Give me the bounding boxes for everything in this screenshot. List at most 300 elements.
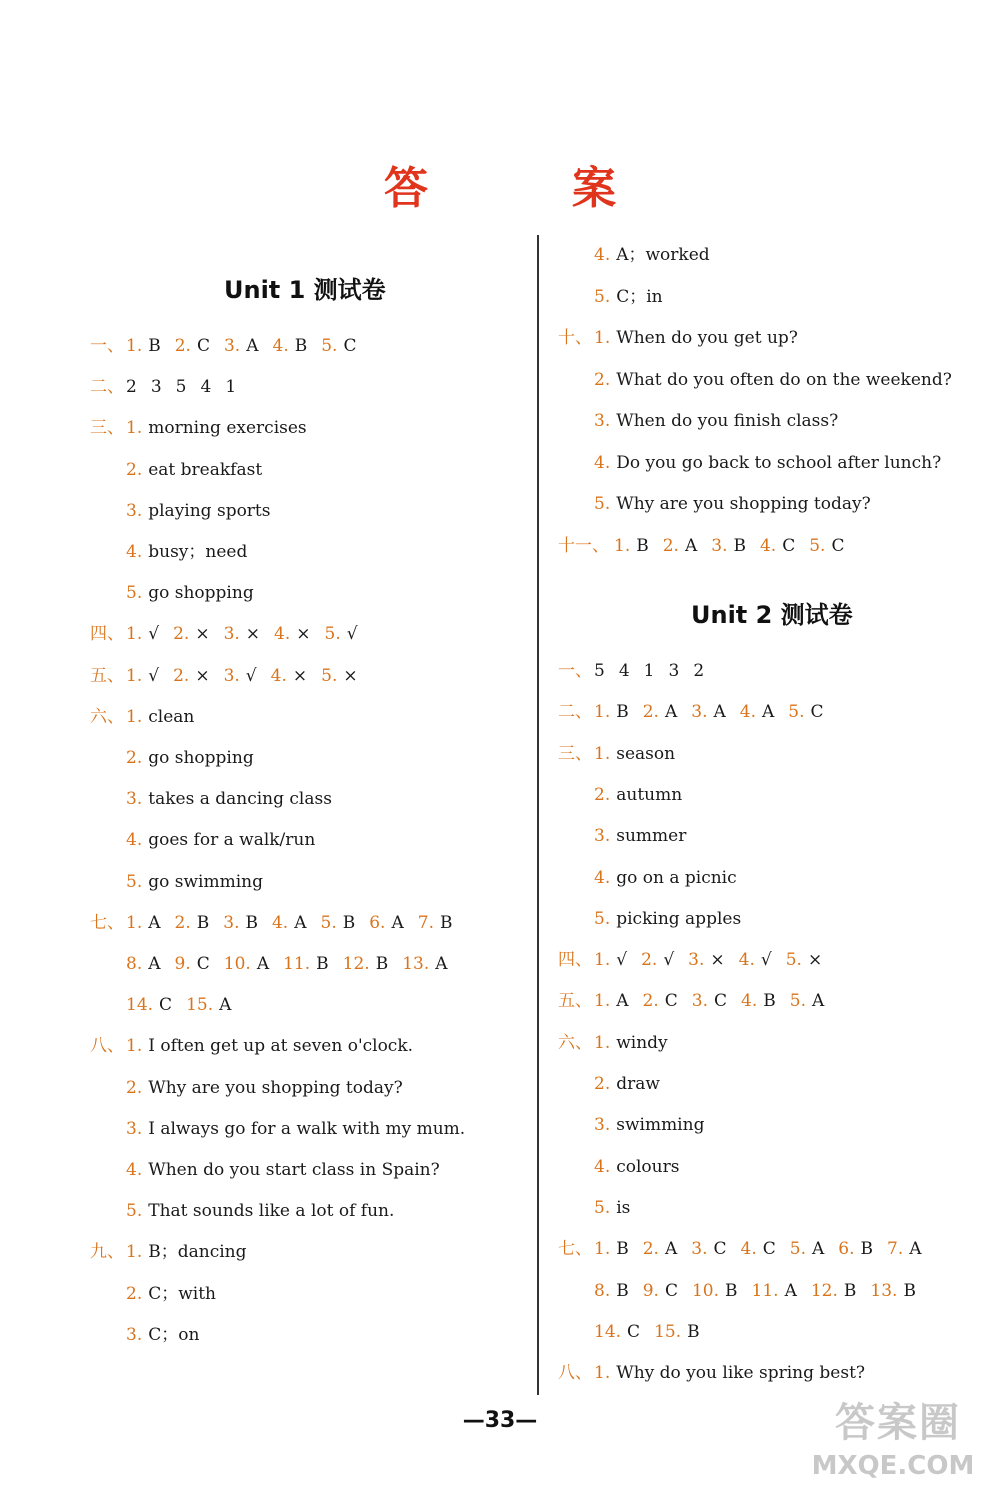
item-number: 9.	[642, 1280, 659, 1301]
item-number: 15.	[186, 995, 214, 1016]
answer-item	[711, 535, 746, 557]
answer-line	[558, 1362, 879, 1384]
answer-item	[594, 784, 682, 806]
answer-item	[692, 1280, 738, 1302]
item-number: 4.	[594, 452, 611, 473]
item-answer: Why are you shopping today?	[148, 1077, 403, 1098]
item-number: 5.	[324, 624, 341, 645]
answer-item	[272, 912, 307, 934]
item-number: 5.	[594, 1197, 611, 1218]
item-answer: 5	[594, 661, 605, 681]
item-answer: C	[159, 995, 173, 1016]
answer-item	[594, 1114, 704, 1136]
answer-item	[126, 1200, 394, 1222]
item-answer: Why are you shopping today?	[616, 494, 871, 514]
item-number: 13.	[402, 954, 430, 974]
item-number: 12.	[342, 954, 370, 974]
answer-line	[90, 1283, 230, 1305]
answer-line	[90, 376, 250, 398]
item-answer: colours	[616, 1156, 680, 1177]
item-answer: B	[294, 336, 308, 356]
item-answer: ×	[343, 665, 358, 686]
answer-item	[691, 1238, 726, 1260]
answer-line	[558, 990, 838, 1012]
item-answer: goes for a walk/run	[148, 830, 316, 851]
item-answer: B	[733, 535, 746, 556]
answer-item	[273, 335, 308, 357]
item-number: 11.	[751, 1280, 779, 1301]
item-answer: Do you go back to school after lunch?	[616, 452, 942, 473]
answer-item	[643, 1238, 678, 1260]
item-number: 4.	[594, 1156, 611, 1177]
item-answer: C；in	[616, 286, 663, 307]
item-number: 5.	[321, 665, 338, 686]
answer-item	[643, 990, 678, 1012]
item-answer: draw	[616, 1074, 660, 1094]
item-answer: A	[294, 912, 307, 933]
answer-line	[90, 623, 372, 645]
item-number: 11.	[283, 954, 311, 974]
answer-item	[594, 369, 952, 391]
item-number: 1.	[126, 665, 143, 686]
item-answer: A	[713, 702, 726, 723]
answer-item	[668, 660, 679, 682]
item-answer: playing sports	[148, 500, 271, 521]
answer-item	[200, 376, 211, 398]
item-number: 3.	[223, 912, 240, 933]
item-number: 5.	[321, 336, 338, 356]
item-number: 8.	[594, 1280, 611, 1301]
answer-item	[224, 665, 257, 687]
item-answer: windy	[616, 1032, 668, 1053]
answer-item	[663, 535, 698, 557]
item-number: 5.	[126, 1201, 143, 1222]
item-answer: ×	[245, 624, 261, 645]
item-number: 14.	[126, 995, 154, 1016]
item-number: 1.	[594, 1363, 611, 1384]
item-number: 2.	[126, 1077, 143, 1098]
item-number: 1.	[594, 743, 611, 764]
answer-line	[558, 825, 700, 847]
answer-line	[558, 327, 812, 349]
item-answer: B	[616, 702, 629, 723]
item-answer: C	[664, 1280, 678, 1301]
answer-line	[558, 410, 852, 432]
item-answer: √	[346, 624, 358, 645]
item-answer: A	[256, 954, 270, 974]
item-answer: B	[616, 1239, 629, 1260]
item-number: 1.	[126, 1242, 143, 1263]
item-answer: swimming	[616, 1115, 705, 1136]
question-number: 六、	[558, 1032, 592, 1053]
item-number: 1.	[594, 328, 611, 348]
answer-line	[558, 452, 955, 474]
answer-item	[739, 949, 772, 971]
item-number: 2.	[126, 1283, 143, 1304]
item-answer: I often get up at seven o'clock.	[148, 1036, 414, 1057]
watermark-url: MXQE.COM	[811, 1451, 975, 1481]
unit1-title: Unit 1 测试卷	[224, 276, 386, 304]
item-number: 7.	[417, 912, 434, 933]
answer-line	[90, 1324, 213, 1346]
answer-item	[760, 535, 795, 557]
item-number: 1.	[614, 535, 631, 556]
question-number: 三、	[90, 418, 124, 439]
answer-item	[594, 410, 838, 432]
question-number: 八、	[558, 1363, 592, 1384]
item-number: 3.	[594, 411, 611, 431]
answer-item	[402, 953, 447, 975]
item-number: 4.	[739, 702, 756, 723]
question-number: 七、	[90, 912, 124, 933]
answer-line	[90, 541, 261, 563]
item-answer: A	[909, 1239, 922, 1260]
item-answer: A；worked	[616, 245, 710, 265]
answer-item	[126, 582, 254, 604]
item-answer: 4	[618, 661, 630, 681]
answer-line	[90, 1200, 408, 1222]
item-answer: season	[616, 743, 676, 764]
item-answer: B	[843, 1280, 857, 1301]
item-number: 2.	[173, 665, 190, 686]
item-number: 2.	[126, 748, 143, 768]
answer-item	[126, 376, 137, 398]
item-number: 5.	[320, 912, 337, 933]
answer-line	[90, 1241, 260, 1263]
answer-line	[90, 459, 276, 481]
answer-item	[126, 747, 254, 769]
page-number: —33—	[462, 1408, 538, 1433]
answer-item	[126, 623, 159, 645]
item-number: 5.	[789, 1239, 806, 1260]
item-answer: What do you often do on the weekend?	[616, 369, 952, 390]
answer-item	[594, 1197, 630, 1219]
question-number: 三、	[558, 743, 592, 764]
item-answer: C	[664, 991, 678, 1012]
answer-line	[90, 994, 245, 1016]
item-number: 2.	[174, 912, 191, 933]
item-number: 4.	[594, 867, 611, 888]
answer-item	[790, 990, 825, 1012]
answer-item	[786, 949, 822, 971]
item-number: 14.	[594, 1321, 622, 1342]
item-number: 10.	[691, 1280, 720, 1301]
item-answer: takes a dancing class	[148, 789, 332, 810]
question-number: 一、	[90, 336, 124, 356]
answer-item	[126, 1035, 413, 1057]
item-number: 3.	[691, 1239, 708, 1260]
answer-item	[688, 949, 724, 971]
answer-item	[126, 665, 159, 687]
answer-item	[594, 327, 798, 349]
answer-line	[90, 665, 372, 687]
item-number: 1.	[126, 912, 143, 933]
item-answer: B	[616, 1280, 629, 1301]
item-number: 3.	[691, 702, 708, 723]
item-answer: B	[687, 1321, 700, 1342]
item-number: 5.	[126, 871, 143, 892]
answer-item	[126, 871, 263, 893]
item-number: 5.	[594, 494, 611, 514]
item-answer: C	[343, 336, 357, 356]
answer-item	[594, 825, 686, 847]
answer-item	[126, 1077, 403, 1099]
answer-item	[654, 1321, 700, 1343]
item-answer: clean	[148, 706, 195, 727]
answer-item	[790, 1238, 825, 1260]
answer-line	[558, 369, 966, 391]
item-answer: eat breakfast	[148, 459, 263, 480]
answer-item	[126, 994, 172, 1016]
answer-line	[558, 1073, 674, 1095]
item-number: 3.	[126, 789, 143, 810]
item-answer: A	[664, 1239, 678, 1260]
answer-item	[693, 660, 704, 682]
item-number: 4.	[270, 665, 287, 686]
answer-item	[126, 829, 315, 851]
answer-item	[126, 500, 271, 522]
item-number: 3.	[126, 1118, 143, 1139]
answer-item	[594, 908, 741, 930]
answer-item	[224, 335, 259, 357]
item-answer: go shopping	[148, 583, 254, 604]
item-number: 1.	[126, 706, 143, 727]
answer-line	[558, 535, 858, 557]
item-answer: That sounds like a lot of fun.	[148, 1201, 395, 1222]
item-answer: B	[375, 954, 389, 974]
item-answer: 3	[668, 661, 680, 681]
answer-item	[811, 1280, 857, 1302]
column-divider	[537, 235, 539, 1395]
item-number: 4.	[272, 336, 289, 356]
item-number: 4.	[741, 991, 758, 1012]
item-answer: √	[148, 665, 160, 686]
item-number: 5.	[594, 908, 611, 929]
question-number: 九、	[90, 1242, 124, 1263]
item-answer: √	[245, 665, 257, 686]
answer-item	[594, 493, 871, 515]
item-number: 6.	[838, 1239, 855, 1260]
item-answer: C	[714, 991, 728, 1012]
answer-line	[90, 1077, 417, 1099]
item-answer: 2	[126, 377, 137, 398]
item-number: 4.	[759, 535, 777, 556]
item-number: 9.	[174, 954, 191, 974]
item-number: 5.	[809, 535, 826, 556]
answer-item	[692, 990, 727, 1012]
answer-item	[619, 660, 630, 682]
answer-item	[369, 912, 404, 934]
item-number: 1.	[594, 702, 611, 723]
item-number: 4.	[126, 1160, 143, 1180]
answer-line	[558, 743, 689, 765]
item-number: 2.	[594, 1074, 611, 1094]
answer-item	[126, 1241, 246, 1263]
answer-line	[558, 1156, 693, 1178]
item-answer: C	[762, 1239, 776, 1260]
question-number: 一、	[558, 661, 592, 681]
answer-item	[870, 1280, 916, 1302]
answer-line	[558, 286, 677, 308]
item-number: 1.	[594, 950, 611, 971]
answer-line	[90, 953, 462, 975]
answer-item	[644, 660, 655, 682]
item-number: 7.	[887, 1239, 904, 1260]
item-answer: B	[860, 1239, 873, 1260]
item-answer: picking apples	[616, 908, 742, 929]
answer-line	[90, 912, 466, 934]
item-answer: 4	[200, 377, 212, 398]
watermark	[798, 1391, 988, 1481]
item-answer: A	[616, 991, 629, 1012]
item-number: 2.	[642, 1239, 659, 1260]
answer-item	[186, 994, 231, 1016]
item-answer: morning exercises	[148, 418, 307, 439]
question-number: 二、	[90, 377, 124, 398]
item-number: 4.	[126, 542, 143, 562]
item-answer: B；dancing	[148, 1242, 247, 1263]
answer-line	[558, 1280, 930, 1302]
answer-line	[90, 582, 268, 604]
item-number: 1.	[126, 336, 143, 356]
answer-item	[594, 743, 675, 765]
question-number: 八、	[90, 1036, 124, 1057]
answer-item	[126, 1159, 440, 1181]
answer-line	[558, 701, 838, 723]
answer-item	[887, 1238, 922, 1260]
answer-item	[325, 623, 358, 645]
item-answer: B	[725, 1280, 738, 1301]
item-number: 2.	[173, 624, 190, 645]
answer-item	[126, 706, 194, 728]
item-number: 4.	[738, 950, 755, 971]
item-answer: go swimming	[148, 871, 263, 892]
item-answer: B	[196, 912, 210, 933]
item-number: 5.	[594, 286, 611, 307]
answer-item	[126, 953, 161, 975]
item-answer: C	[831, 535, 845, 556]
item-number: 3.	[711, 535, 728, 556]
question-number: 二、	[558, 702, 592, 723]
item-answer: C	[627, 1321, 641, 1342]
item-number: 3.	[594, 1115, 611, 1136]
item-answer: A	[762, 702, 775, 723]
item-number: 3.	[223, 665, 240, 686]
answer-line	[558, 1321, 714, 1343]
item-answer: ×	[195, 624, 210, 645]
answer-line	[90, 335, 370, 357]
answer-line	[90, 1159, 454, 1181]
answer-item	[271, 665, 307, 687]
answer-item	[641, 949, 674, 971]
item-answer: ×	[195, 665, 210, 686]
item-answer: A	[391, 912, 404, 933]
item-number: 4.	[594, 245, 611, 265]
item-answer: A	[148, 954, 161, 974]
answer-item	[594, 867, 737, 889]
answer-item	[126, 417, 307, 439]
question-number: 六、	[90, 706, 124, 727]
answer-item	[741, 990, 776, 1012]
item-answer: When do you get up?	[616, 328, 798, 348]
item-number: 3.	[126, 500, 143, 521]
answer-item	[126, 335, 161, 357]
item-number: 3.	[223, 336, 241, 356]
item-answer: A	[811, 1239, 825, 1260]
answer-item	[594, 990, 629, 1012]
answer-item	[126, 1118, 465, 1140]
answer-line	[90, 417, 321, 439]
question-number: 五、	[558, 991, 592, 1012]
question-number: 五、	[90, 665, 124, 686]
item-answer: B	[903, 1280, 916, 1301]
item-number: 3.	[223, 624, 240, 645]
unit2-title: Unit 2 测试卷	[691, 601, 853, 629]
answer-line	[90, 706, 208, 728]
answer-item	[614, 535, 649, 557]
item-answer: C；with	[148, 1283, 217, 1304]
answer-item	[594, 1362, 865, 1384]
answer-item	[594, 1073, 660, 1095]
item-answer: ×	[292, 665, 308, 686]
item-number: 4.	[126, 830, 143, 851]
item-answer: A	[684, 535, 698, 556]
item-number: 5.	[788, 702, 805, 723]
answer-item	[225, 376, 236, 398]
item-answer: A	[148, 912, 161, 933]
answer-item	[594, 244, 710, 266]
item-answer: A	[435, 954, 448, 974]
answer-item	[838, 1238, 873, 1260]
item-number: 2.	[594, 784, 611, 805]
item-answer: A	[664, 702, 678, 723]
item-answer: √	[148, 624, 160, 645]
answer-item	[224, 953, 269, 975]
item-answer: B	[245, 912, 258, 933]
item-number: 1.	[594, 1239, 611, 1260]
answer-line	[558, 1197, 644, 1219]
item-answer: is	[616, 1197, 631, 1218]
answer-line	[90, 1035, 427, 1057]
answer-item	[741, 1238, 776, 1260]
item-answer: √	[663, 950, 675, 971]
item-number: 2.	[642, 991, 659, 1012]
item-answer: B	[636, 535, 649, 556]
answer-line	[90, 747, 268, 769]
answer-item	[175, 912, 210, 934]
item-answer: When do you start class in Spain?	[148, 1160, 440, 1180]
item-number: 5.	[789, 991, 806, 1012]
answer-item	[643, 701, 678, 723]
item-answer: C	[713, 1239, 727, 1260]
item-answer: A	[246, 336, 259, 356]
item-answer: go on a picnic	[616, 867, 737, 888]
answer-item	[788, 701, 823, 723]
item-answer: C	[782, 535, 796, 556]
page-title: 答 案	[384, 163, 666, 214]
answer-line	[558, 1114, 718, 1136]
answer-item	[126, 459, 262, 481]
item-number: 12.	[810, 1280, 838, 1301]
item-number: 15.	[654, 1321, 682, 1342]
answer-line	[558, 949, 836, 971]
item-answer: 2	[693, 661, 705, 681]
answer-item	[809, 535, 844, 557]
item-number: 13.	[870, 1280, 898, 1301]
item-number: 6.	[369, 912, 386, 933]
item-answer: busy；need	[148, 542, 248, 562]
answer-item	[594, 1238, 629, 1260]
